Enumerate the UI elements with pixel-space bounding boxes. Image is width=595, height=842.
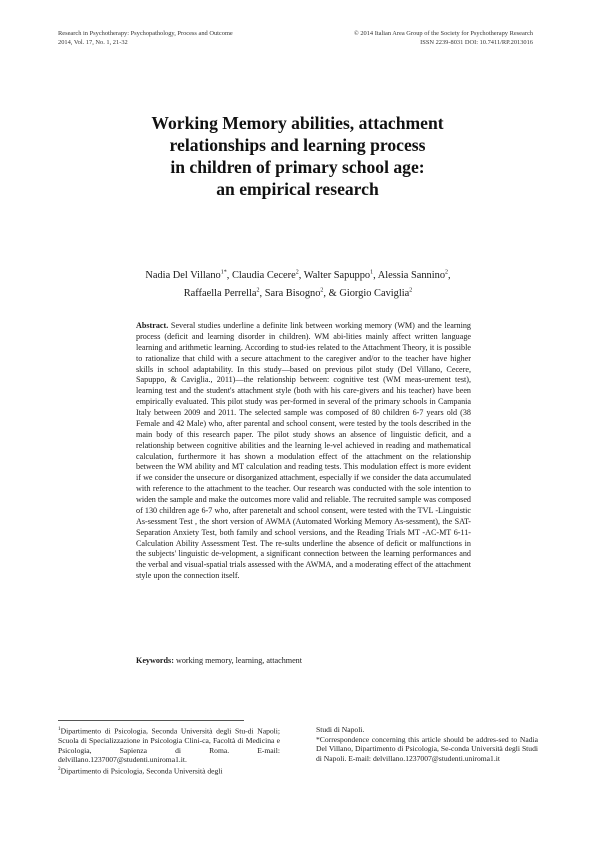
footnote	[316, 735, 538, 764]
keywords-text: working memory, learning, attachment	[175, 656, 303, 665]
author-name: Sara Bisogno	[264, 288, 321, 300]
abstract	[136, 321, 471, 582]
title-line: an empirical research	[216, 179, 379, 199]
article-title	[80, 112, 515, 200]
footnotes-right	[316, 725, 538, 763]
copyright-notice: © 2014 Italian Area Group of the Society for Psychotherapy Research	[353, 30, 533, 37]
title-line: relationships and learning process	[169, 135, 426, 155]
author-line-2	[184, 288, 413, 299]
author-name: Walter Sapuppo	[303, 270, 371, 282]
footnote-text: *Correspondence concerning this article should be addres-sed to Nadia Del Villano, Dipartimento di Psicologia, Se-conda Università degli Studi di Napoli. E-mail: delvillano.1237007@studenti.uniroma1.it	[316, 734, 538, 763]
footnote-text: Dipartimento di Psicologia, Seconda Università degli Stu-di Napoli; Scuola di Specializzazione in Psicologia Clini-ca, Facoltà di Medicina e Psicologia, Sapienza di Roma. E-mail: delvillano.1237007@studenti.uniroma1.it.	[58, 726, 280, 765]
author-name: Giorgio Caviglia	[339, 288, 410, 300]
footnote	[316, 725, 538, 735]
running-header-journal	[58, 30, 233, 47]
issn-doi: ISSN 2239-8031 DOI: 10.7411/RP.2013016	[420, 38, 533, 46]
journal-volume: 2014, Vol. 17, No. 1, 21-32	[58, 38, 128, 46]
author-name: Raffaella Perrella	[183, 288, 257, 300]
affiliation-mark: 2	[445, 270, 449, 276]
abstract-label: Abstract.	[136, 321, 169, 330]
affiliation-mark: 2	[256, 287, 260, 294]
author-name: Claudia Cecere	[231, 270, 296, 282]
footnote-divider	[58, 720, 244, 721]
author-name: Alessia Sannino	[377, 270, 446, 282]
affiliation-mark: 1	[370, 270, 374, 276]
author-separator: ,	[259, 288, 265, 300]
author-separator: ,	[448, 270, 451, 282]
footnote	[58, 725, 280, 765]
affiliation-mark: 2	[320, 287, 324, 294]
footnote-text: Studi di Napoli.	[316, 725, 365, 734]
affiliation-mark: 2	[409, 287, 413, 294]
title-line: Working Memory abilities, attachment	[151, 113, 444, 133]
author-list	[58, 266, 538, 302]
affiliation-mark: 2	[295, 270, 299, 276]
footnote	[58, 765, 280, 776]
journal-name: Research in Psychotherapy: Psychopathology, Process and Outcome	[58, 30, 233, 37]
keywords-label: Keywords:	[136, 656, 174, 665]
author-line-1	[145, 270, 450, 281]
author-separator: ,	[298, 270, 304, 282]
author-separator: ,	[226, 270, 232, 282]
title-line: in children of primary school age:	[170, 157, 425, 177]
affiliation-mark: 1*	[220, 270, 227, 276]
footnote-text: Dipartimento di Psicologia, Seconda Università degli	[60, 766, 223, 776]
author-name: Nadia Del Villano	[145, 270, 221, 282]
footnote-mark: 1	[58, 726, 61, 732]
keywords	[136, 656, 471, 667]
abstract-text: Several studies underline a definite link between working memory (WM) and the learning process (deficit and learning disorder in children). WM abi-lities mainly affect written language learning and arithmetic learning. According to stud-ies related to the Attachment Theory, it is possible to rationalize that child with a secure attachment to the caregiver and/or to the teacher have higher skills in school adaptability. In this study—based on previous pilot study (Del Villano, Cecere, Sapuppo, & Caviglia., 2011)—the relationship between: cognitive test (WM meas-urement test), learning test and the student's attachment style (both with his care-givers and his teacher) have been empirically evaluated. This pilot study was per-formed in several of the primary schools in Campania Italy between 2009 and 2011. The selected sample was composed of 80 children 6-7 years old (38 Female and 42 Male) who, after parental and school consent, were tested by the tools described in the main body of this research paper. The pilot study shows an absence of linguistic deficit, and a relationship between cognitive abilities and the learning le-vel achieved in reading and mathematical calculation, furthermore it has shown a modulation effect of the attachment on the relationship between the WM ability and MT calculation and reading tests. This modulation effect is more evident if we consider the unsecure or disorganized attachment, especially if we consider the data accumulated with reference to the attachment to the teacher. Our research was conducted with the sole intention to widen the sample and make the outcomes more valid and reliable. The recruited sample was composed of 130 children age 6-7 who, after parenetalt and school consent, were tested with the TVL -Linguistic As-sessment Test , the short version of AWMA (Automated Working Memory As-sessment), the SAT- Separation Anxiety Test, both family and school versions, and the Reading Trials MT -AC-MT 6-11- Calculation Ability Assessment Test. The re-sults underline the absence of deficit or malfunctions in the subjects' linguistic de-velopment, a significant connection between the learning performances and the verbal and visual-spatial trials assessed with the AWMA, and a moderating effect of the attachment style upon the connection itself.	[136, 321, 471, 581]
author-separator: ,	[373, 270, 378, 282]
footnotes-left	[58, 725, 280, 776]
author-separator: , &	[323, 288, 340, 300]
footnote-mark: 2	[58, 765, 61, 772]
running-header-copyright	[354, 30, 533, 47]
